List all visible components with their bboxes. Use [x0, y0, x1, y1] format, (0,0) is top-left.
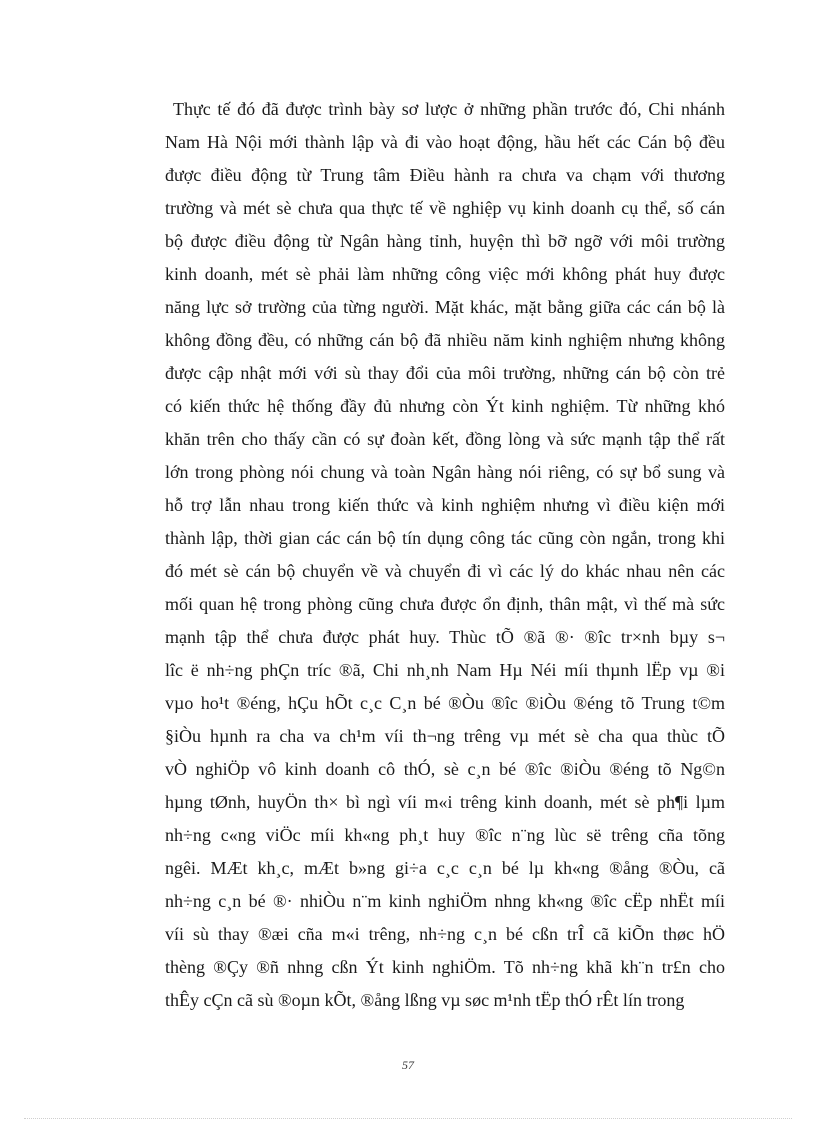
text-line: được điều động từ Trung tâm Điều hành ra chưa va chạm với thương — [165, 165, 725, 185]
text-line: hỗ trợ lẫn nhau trong kiến thức và kinh nghiệm nhưng vì điều kiện mới — [165, 495, 725, 515]
text-line: mạnh tập thể chưa được phát huy. Thùc tÕ ®ã ®· ®îc tr×nh bµy s¬ — [165, 627, 725, 647]
text-line: có kiến thức hệ thống đầy đủ nhưng còn Ýt kinh nghiệm. Từ những khó — [165, 396, 725, 416]
text-line: vµo ho¹t ®éng, hÇu hÕt c¸c C¸n bé ®Òu ®îc ®iÒu ®éng tõ Trung t©m — [165, 693, 725, 713]
text-line: thèng ®Çy ®ñ nhng cßn Ýt kinh nghiÖm. Tõ nh÷ng khã kh¨n tr£n cho — [165, 957, 725, 977]
text-line: nh÷ng c¸n bé ®· nhiÒu n¨m kinh nghiÖm nhng kh«ng ®îc cËp nhËt míi — [165, 891, 725, 911]
text-line: víi sù thay ®æi cña m«i trêng, nh÷ng c¸n bé cßn trÎ cã kiÕn thøc hÖ — [165, 924, 725, 944]
text-line: mối quan hệ trong phòng cũng chưa được ổn định, thân mật, vì thế mà sức — [165, 594, 725, 614]
text-line: nh÷ng c«ng viÖc míi kh«ng ph¸t huy ®îc n¨ng lùc së trêng cña tõng — [165, 825, 725, 845]
text-line: đó mét sè cán bộ chuyển về và chuyển đi vì các lý do khác nhau nên các — [165, 561, 725, 581]
text-line: thÊy cÇn cã sù ®oµn kÕt, ®ång lßng vµ søc m¹nh tËp thÓ rÊt lín trong — [165, 990, 685, 1010]
text-line: năng lực sở trường của từng người. Mặt khác, mặt bằng giữa các cán bộ là — [165, 297, 725, 317]
text-line: bộ được điều động từ Ngân hàng tỉnh, huyện thì bỡ ngỡ với môi trường — [165, 231, 725, 251]
text-line: lớn trong phòng nói chung và toàn Ngân hàng nói riêng, có sự bổ sung và — [165, 462, 725, 482]
body-paragraph — [165, 93, 725, 1017]
text-line: vÒ nghiÖp vô kinh doanh cô thÓ, sè c¸n bé ®îc ®iÒu ®éng tõ Ng©n — [165, 759, 725, 779]
text-line: kinh doanh, mét sè phải làm những công việc mới không phát huy được — [165, 264, 725, 284]
text-line: khăn trên cho thấy cần có sự đoàn kết, đồng lòng và sức mạnh tập thể rất — [165, 429, 725, 449]
text-line: Nam Hà Nội mới thành lập và đi vào hoạt động, hầu hết các Cán bộ đều — [165, 132, 725, 152]
text-line: §iÒu hµnh ra cha va ch¹m víi th¬ng trêng vµ mét sè cha qua thùc tÕ — [165, 726, 725, 746]
page-bottom-divider — [24, 1118, 792, 1119]
text-line: thành lập, thời gian các cán bộ tín dụng công tác cũng còn ngắn, trong khi — [165, 528, 725, 548]
text-line: ngêi. MÆt kh¸c, mÆt b»ng gi÷a c¸c c¸n bé lµ kh«ng ®ång ®Òu, cã — [165, 858, 725, 878]
text-line: hµng tØnh, huyÖn th× bì ngì víi m«i trêng kinh doanh, mét sè ph¶i lµm — [165, 792, 725, 812]
page-number: 57 — [402, 1058, 414, 1072]
text-line: Thực tế đó đã được trình bày sơ lược ở những phần trước đó, Chi nhánh — [173, 99, 725, 119]
text-line: lîc ë nh÷ng phÇn tríc ®ã, Chi nh¸nh Nam Hµ Néi míi thµnh lËp vµ ®i — [165, 660, 725, 680]
text-line: trường và mét sè chưa qua thực tế về nghiệp vụ kinh doanh cụ thể, số cán — [165, 198, 725, 218]
text-line: được cập nhật mới với sù thay đổi của môi trường, những cán bộ còn trẻ — [165, 363, 725, 383]
text-line: không đồng đều, có những cán bộ đã nhiều năm kinh nghiệm nhưng không — [165, 330, 725, 350]
